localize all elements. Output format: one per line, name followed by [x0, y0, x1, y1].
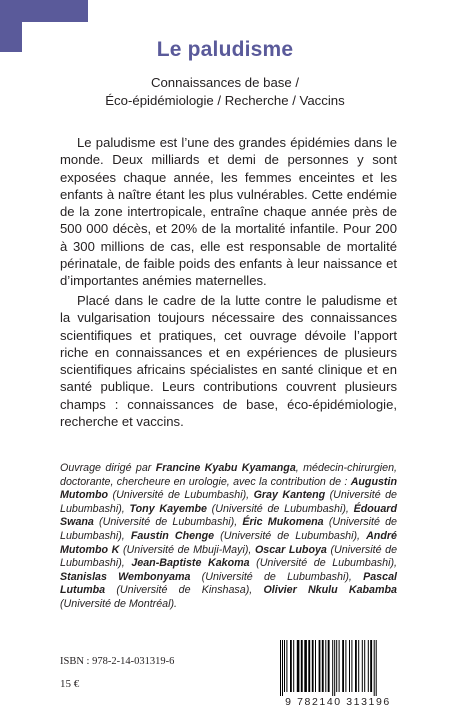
contributor-name: Augustin Mutombo	[60, 475, 397, 502]
barcode-bar	[297, 640, 300, 692]
contributor-name: Faustin Chenge	[130, 529, 215, 542]
contributor-affiliation: (Université de Lubumbashi),	[214, 529, 367, 542]
contributor-affiliation: (Université de Lubumbashi),	[190, 570, 364, 583]
barcode-bar	[362, 640, 363, 692]
contributor-affiliation: (Université de Kinshasa),	[105, 584, 264, 597]
barcode-bar	[284, 640, 285, 692]
subtitle-line-2: Éco-épidémiologie / Recherche / Vaccins	[105, 93, 345, 108]
contributor-affiliation: (Université de Lubumbashi),	[60, 489, 397, 515]
barcode-bar	[319, 640, 321, 692]
director-name: Francine Kyabu Kyamanga	[155, 462, 296, 474]
price: 15 €	[60, 678, 80, 690]
barcode-number: 9 782140 313196	[285, 696, 391, 708]
contributor-name: Tony Kayembe	[129, 502, 207, 515]
barcode-bar	[325, 640, 326, 692]
contributor-affiliation: (Université de Lubumbashi),	[249, 557, 397, 570]
barcode-bar	[301, 640, 303, 692]
barcode-bar	[312, 640, 314, 692]
contributor-affiliation: (Université de Lubumbashi),	[60, 516, 397, 542]
book-title: Le paludisme	[156, 38, 294, 61]
barcode-bar	[304, 640, 307, 692]
barcode-bar	[339, 640, 340, 692]
barcode-bar	[293, 640, 294, 692]
barcode-bar	[308, 640, 310, 692]
barcode-bar	[315, 640, 316, 692]
contributor-affiliation: (Université de Lubumbashi),	[206, 502, 354, 515]
contributor-name: Pascal Lutumba	[60, 570, 397, 597]
credits-intro: Ouvrage dirigé par	[60, 462, 156, 474]
contributor-name: Jean-Baptiste Kakoma	[131, 557, 250, 570]
contributor-affiliation: (Université de Lubumbashi),	[93, 516, 243, 529]
book-subtitle	[0, 74, 450, 110]
director-description: , médecin-chirurgien, doctorante, chercheure en urologie, avec la contribution de :	[60, 462, 398, 488]
subtitle-line-1: Connaissances de base /	[150, 75, 300, 90]
barcode-bar	[282, 640, 283, 696]
contributor-name: André Mutombo K	[60, 529, 397, 556]
contributor-name: Éric Mukomena	[242, 516, 324, 529]
barcode-bar	[345, 640, 346, 692]
barcode-bar	[322, 640, 324, 692]
barcode-bar	[370, 640, 372, 692]
barcode-bar	[334, 640, 335, 696]
contributor-name: Oscar Luboya	[254, 543, 327, 556]
barcode-bar	[358, 640, 359, 692]
description-paragraph-2: Placé dans le cadre de la lutte contre le paludisme et la vulgarisation toujours nécessaire des connaissances scientifiques et pratiques, cet ouvrage dévoile l’apport riche en connaissances et en expériences de plusieurs scientifiques africains spécialistes en santé clinique et en santé publique. Leurs contributions couvrent plusieurs champs : connaissances de base, éco-épidémiologie, recherche et vaccins.	[60, 293, 397, 430]
barcode-bar	[349, 640, 350, 692]
contributor-affiliation: (Université de Lubumbashi),	[60, 543, 398, 570]
barcode-bar	[376, 640, 377, 696]
contributor-affiliation: (Université de Montréal).	[60, 597, 178, 610]
contributor-name: Édouard Swana	[60, 502, 397, 529]
barcode-bars	[272, 638, 404, 696]
barcode	[272, 638, 404, 712]
contributor-affiliation: (Université de Mbuji-Mayi),	[119, 543, 255, 556]
barcode-bar	[355, 640, 357, 692]
description-paragraph-1: Le paludisme est l’une des grandes épidémies dans le monde. Deux milliards et demi de personnes y sont exposées chaque année, les femmes enceintes et les enfants à naître étant les plus vulnérables. Cette endémie de la zone intertropicale, entraîne chaque année près de 500 000 décès, et 20% de la mortalité infantile. Pour 200 à 300 millions de cas, elle est responsable de mortalité périnatale, de faible poids des enfants à leur naissance et d’importantes anémies maternelles.	[60, 135, 397, 289]
barcode-bar	[328, 640, 330, 692]
isbn: ISBN : 978-2-14-031319-6	[60, 656, 175, 667]
contributor-name: Olivier Nkulu Kabamba	[263, 584, 397, 597]
barcode-bar	[290, 640, 292, 692]
contributor-name: Stanislas Wembonyama	[60, 570, 191, 583]
contributor-affiliation: (Université de Lubumbashi),	[108, 489, 254, 502]
contributors-list	[60, 476, 397, 610]
barcode-bar	[368, 640, 369, 692]
barcode-bar	[332, 640, 333, 696]
credits-block	[60, 462, 397, 612]
barcode-bar	[351, 640, 352, 692]
barcode-bar	[336, 640, 337, 692]
barcode-bar	[374, 640, 375, 696]
barcode-bar	[286, 640, 287, 692]
corner-horizontal-bar	[0, 0, 88, 22]
barcode-bar	[342, 640, 344, 692]
barcode-bar	[364, 640, 365, 692]
contributor-name: Gray Kanteng	[253, 489, 326, 502]
barcode-bar	[280, 640, 281, 696]
